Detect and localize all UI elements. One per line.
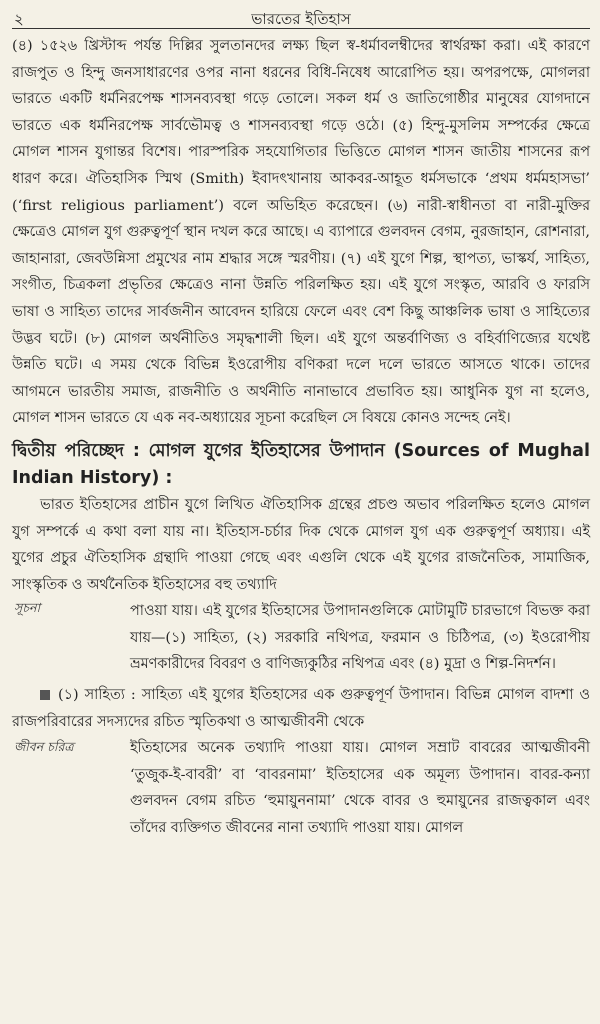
body-paragraph-1: (৪) ১৫২৬ খ্রিস্টাব্দ পর্যন্ত দিল্লির সুলতানদের লক্ষ্য ছিল স্ব-ধর্মাবলম্বীদের স্বার্থরক্ষা করা। এই কারণে রাজপুত ও হিন্দু জনসাধারণের ওপর নানা ধরনের বিধি-নিষেধ আরোপিত হয়। অপরপক্ষে, মোগলরা ভারতে একটি ধর্মনিরপেক্ষ শাসনব্যবস্থা গড়ে তোলে। সকল ধর্ম ও জাতিগোষ্ঠীর মানুষের যোগদানে ভারতে এক ধর্মনিরপেক্ষ সার্বভৌমত্ব ও শাসনব্যবস্থা গড়ে ওঠে। (৫) হিন্দু-মুসলিম সম্পর্কের ক্ষেত্রে মোগল শাসন যুগান্তর বিশেষ। পারস্পরিক সহযোগিতার ভিত্তিতে মোগল শাসন জাতীয় শাসনের রূপ ধারণ করে। ঐতিহাসিক স্মিথ (Smith) ইবাদৎখানায় আকবর-আহূত ধর্মসভাকে ‘প্রথম ধর্মমহাসভা’ (‘first religious parliament’) বলে অভিহিত করেছেন। (৬) নারী-স্বাধীনতা বা নারী-মুক্তির ক্ষেত্রেও মোগল যুগ গুরুত্বপূর্ণ স্থান দখল করে আছে। এ ব্যাপারে গুলবদন বেগম, নুরজাহান, রোশনারা, জাহানারা, জেবউন্নিসা প্রমুখের নাম শ্রদ্ধার সঙ্গে স্মরণীয়। (৭) এই যুগে শিল্প, স্থাপত্য, ভাস্কর্য, সাহিত্য, সংগীত, চিত্রকলা প্রভৃতির ক্ষেত্রেও নানা উন্নতি পরিলক্ষিত হয়। এই যুগে সংস্কৃত, আরবি ও ফারসি ভাষা ও সাহিত্য তাদের সার্বজনীন আবেদন হারিয়ে ফেলে এবং বেশ কিছু আঞ্চলিক ভাষা ও সাহিত্যের উদ্ভব ঘটে। (৮) মোগল অর্থনীতিও সমৃদ্ধশালী ছিল। এই যুগে অন্তর্বাণিজ্য ও বহির্বাণিজ্যের যথেষ্ট উন্নতি ঘটে। এ সময় থেকে বিভিন্ন ইওরোপীয় বণিকরা দলে দলে ভারতে আসতে থাকে। তাদের আগমনে ভারতীয় সমাজ, রাজনীতি ও অর্থনীতি নানাভাবে প্রভাবিত হয়। আধুনিক যুগ না হলেও, মোগল শাসন ভারতে যে এক নব-অধ্যায়ের সূচনা করেছিল সে বিষয়ে কোনও সন্দেহ নেই। — [12, 38, 590, 427]
body-paragraph-2-cont: পাওয়া যায়। এই যুগের ইতিহাসের উপাদানগুলিকে মোটামুটি চারভাগে বিভক্ত করা যায়—(১) সাহিত্য, (২) সরকারি নথিপত্র, ফরমান ও চিঠিপত্র, (৩) ইওরোপীয় ভ্রমণকারীদের বিবরণ ও বাণিজ্যকুঠির নথিপত্র এবং (৪) মুদ্রা ও শিল্প-নিদর্শন। — [130, 603, 590, 673]
margin-note-block-1 — [12, 598, 590, 678]
margin-note-biography: জীবন চরিত্র — [14, 739, 74, 755]
running-head: ভারতের ইতিহাস — [251, 10, 351, 28]
margin-note-intro: সূচনা — [14, 600, 41, 616]
page-header — [12, 6, 590, 28]
body-paragraph-3 — [12, 682, 590, 735]
page-number: ২ — [14, 10, 24, 28]
square-bullet-icon — [40, 690, 50, 700]
section-title: দ্বিতীয় পরিচ্ছেদ : মোগল যুগের ইতিহাসের উপাদান (Sources of Mughal Indian History) : — [12, 440, 590, 488]
body-paragraph-3-cont: ইতিহাসের অনেক তথ্যাদি পাওয়া যায়। মোগল সম্রাট বাবরের আত্মজীবনী ‘তুজুক-ই-বাবরী’ বা ‘বাবরনামা’ ইতিহাসের এক অমূল্য উপাদান। বাবর-কন্যা গুলবদন বেগম রচিত ‘হুমায়ুননামা’ থেকে বাবর ও হুমায়ুনের রাজত্বকাল এবং তাঁদের ব্যক্তিগত জীবনের নানা তথ্যাদি পাওয়া যায়। মোগল — [130, 740, 590, 837]
margin-note-block-2 — [12, 735, 590, 841]
body-paragraph-3-text: (১) সাহিত্য : সাহিত্য এই যুগের ইতিহাসের এক গুরুত্বপূর্ণ উপাদান। বিভিন্ন মোগল বাদশা ও রাজপরিবারের সদস্যদের রচিত স্মৃতিকথা ও আত্মজীবনী থেকে — [12, 687, 590, 730]
body-paragraph-2: ভারত ইতিহাসের প্রাচীন যুগে লিখিত ঐতিহাসিক গ্রন্থের প্রচণ্ড অভাব পরিলক্ষিত হলেও মোগল যুগ সম্পর্কে এ কথা বলা যায় না। ইতিহাস-চর্চার দিক থেকে মোগল যুগ এক গুরুত্বপূর্ণ অধ্যায়। এই যুগের প্রচুর ঐতিহাসিক গ্রন্থাদি পাওয়া গেছে এবং এগুলি থেকে এই যুগের রাজনৈতিক, সামাজিক, সাংস্কৃতিক ও অর্থনৈতিক ইতিহাসের বহু তথ্যাদি — [12, 496, 590, 593]
